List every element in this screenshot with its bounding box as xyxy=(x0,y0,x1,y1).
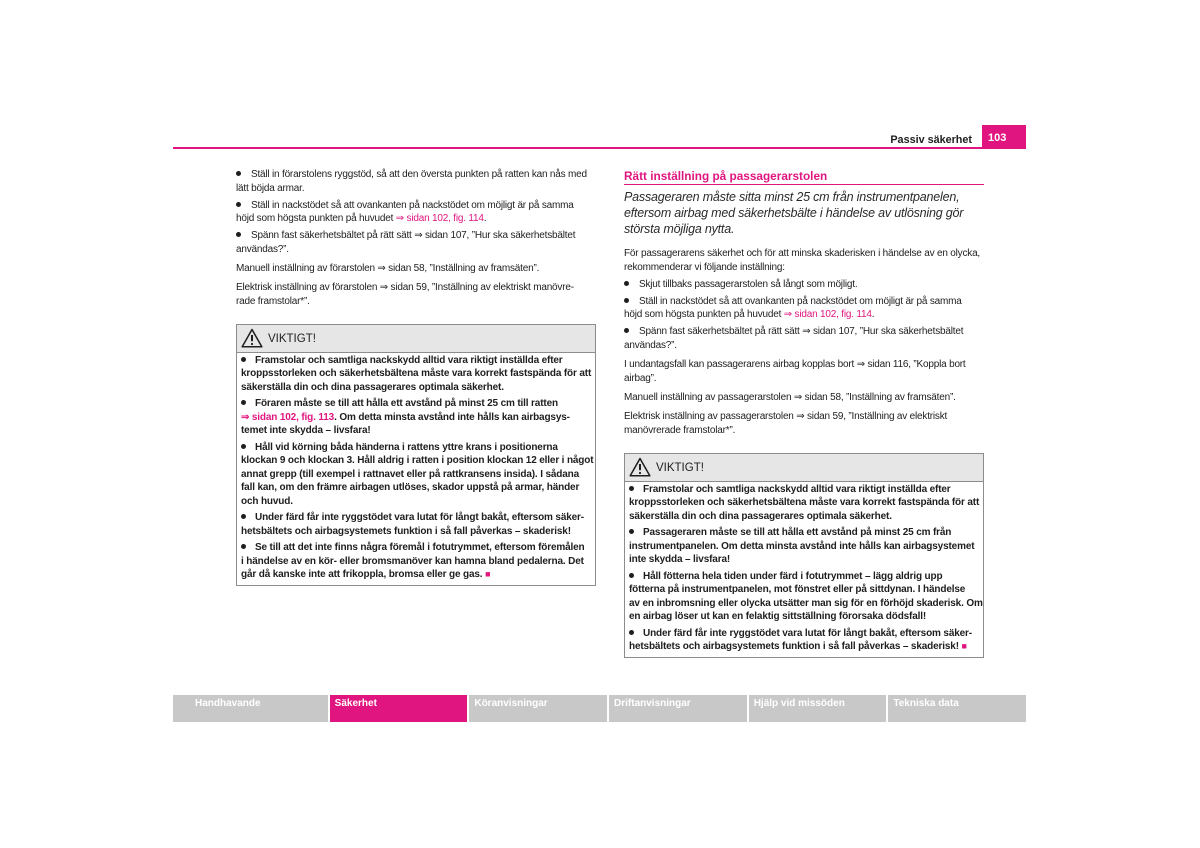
warning-box xyxy=(624,453,984,658)
text-line xyxy=(629,526,979,540)
bullet-item xyxy=(241,511,591,538)
paragraph xyxy=(624,410,984,437)
warning-triangle-icon xyxy=(629,457,651,477)
text-run: kroppsstorleken och säkerhetsbältena måste vara korrekt fastspända för att xyxy=(241,368,592,379)
cross-reference-link[interactable]: ⇒ sidan 102, fig. 114 xyxy=(395,213,484,225)
nav-tab-tekniska-data[interactable]: Tekniska data xyxy=(888,695,1026,722)
cross-reference-link[interactable]: ⇒ sidan 102, fig. 113 xyxy=(241,411,335,423)
text-run: lätt böjda armar. xyxy=(236,182,305,194)
text-line xyxy=(629,540,979,554)
bullet-icon xyxy=(241,514,246,519)
bullet-item xyxy=(241,354,591,395)
text-run: airbag”. xyxy=(624,372,657,384)
bullet-item xyxy=(236,229,596,256)
bullet-icon xyxy=(241,357,246,362)
warning-body xyxy=(237,353,595,585)
text-run: Elektrisk inställning av passagerarstolen ⇒ sidan 59, ”Inställning av elektriskt xyxy=(624,410,948,422)
text-run: temet inte skydda – livsfara! xyxy=(241,425,371,436)
warning-header xyxy=(237,325,595,353)
text-line xyxy=(629,610,979,624)
text-run: Passageraren måste se till att hålla ett avstånd på minst 25 cm från xyxy=(643,527,952,538)
cross-reference-link[interactable]: ⇒ sidan 102, fig. 114 xyxy=(783,309,872,321)
nav-tab-driftanvisningar[interactable]: Driftanvisningar xyxy=(609,695,747,722)
bullet-item xyxy=(629,526,979,567)
bullet-item xyxy=(629,483,979,524)
paragraph xyxy=(624,358,984,385)
warning-exclamation-dot xyxy=(639,472,641,474)
text-line xyxy=(236,199,596,213)
nav-tab-hjalp-vid-missoden[interactable]: Hjälp vid missöden xyxy=(749,695,887,722)
text-line xyxy=(629,640,979,654)
bullet-icon xyxy=(241,444,246,449)
text-line xyxy=(241,441,591,455)
text-run: Håll fötterna hela tiden under färd i fotutrymmet – lägg aldrig upp xyxy=(643,570,943,582)
text-run: inte skydda – livsfara! xyxy=(629,554,731,565)
bullet-item xyxy=(236,168,596,195)
text-line xyxy=(241,354,591,368)
text-run: fall kan, om den främre airbagen utlöses, skador uppstå på armar, händer xyxy=(241,482,580,493)
bullet-icon xyxy=(241,400,246,405)
bullet-item xyxy=(629,570,983,624)
text-run: i händelse av en kör- eller bromsmanöver kan hamna bland pedalerna. Det xyxy=(241,555,584,567)
text-line xyxy=(624,410,984,424)
text-line xyxy=(236,262,596,276)
text-line xyxy=(624,189,984,205)
text-run: fötterna på instrumentpanelen, mot fönstret eller på sittdynan. I händelse xyxy=(629,584,966,595)
warning-title: VIKTIGT! xyxy=(268,333,316,345)
intro-text xyxy=(624,189,984,237)
text-line xyxy=(629,496,979,510)
text-line xyxy=(241,481,591,495)
text-run: Framstolar och samtliga nackskydd alltid vara riktigt inställda efter xyxy=(643,483,951,495)
paragraph xyxy=(624,247,984,274)
warning-header xyxy=(625,454,983,482)
bullet-icon xyxy=(624,281,629,286)
end-of-section-marker: ■ xyxy=(961,641,967,651)
bullet-icon xyxy=(629,486,634,491)
text-line xyxy=(624,261,984,275)
text-line xyxy=(624,391,984,405)
paragraph xyxy=(236,281,596,308)
bullet-icon xyxy=(236,171,241,176)
text-run: användas?”. xyxy=(236,243,289,255)
text-run: säkerställa din och dina passagerares optimala säkerhet. xyxy=(241,381,504,393)
paragraph xyxy=(624,391,984,405)
text-line xyxy=(236,281,596,295)
text-run: . xyxy=(483,213,487,225)
bullet-item xyxy=(624,295,984,322)
bullet-item xyxy=(241,541,591,582)
warning-box xyxy=(236,324,596,586)
nav-tab-koranvisningar[interactable]: Köranvisningar xyxy=(469,695,607,722)
text-line xyxy=(624,358,984,372)
text-line xyxy=(624,247,984,261)
text-line xyxy=(236,295,596,309)
section-heading: Rätt inställning på passagerarstolen xyxy=(624,168,984,185)
bullet-icon xyxy=(241,544,246,549)
text-line xyxy=(241,424,591,438)
text-run: Under färd får inte ryggstödet vara lutat för långt bakåt, eftersom säker- xyxy=(643,627,972,639)
left-column-text xyxy=(236,168,596,308)
text-run: Se till att det inte finns några föremål i fotutrymmet, eftersom föremålen xyxy=(255,542,585,553)
text-line xyxy=(241,511,591,525)
warning-title: VIKTIGT! xyxy=(656,462,704,474)
bullet-icon xyxy=(624,298,629,303)
text-run: höjd som högsta punkten på huvudet xyxy=(236,213,396,225)
warning-body xyxy=(625,482,983,657)
text-run: Håll vid körning båda händerna i rattens yttre krans i positionerna xyxy=(255,441,558,453)
text-line xyxy=(624,308,984,322)
text-line xyxy=(241,468,591,482)
bullet-icon xyxy=(236,202,241,207)
text-run: hetsbältets och airbagsystemets funktion i så fall påverkas – skaderisk! xyxy=(629,641,962,652)
text-line xyxy=(624,339,984,353)
text-line xyxy=(236,168,596,182)
text-run: I undantagsfall kan passagerarens airbag kopplas bort ⇒ sidan 116, ”Koppla bort xyxy=(624,359,966,371)
bullet-item xyxy=(241,397,591,438)
text-line xyxy=(241,555,591,569)
text-run: För passagerarens säkerhet och för att minska skaderisken i händelse av en olycka, xyxy=(624,248,981,259)
bullet-icon xyxy=(624,328,629,333)
text-run: Ställ in nackstödet så att ovankanten på nackstödet om möjligt är på samma xyxy=(639,295,962,307)
text-line xyxy=(624,372,984,386)
section-title: Passiv säkerhet xyxy=(890,134,972,146)
text-run: Ställ in förarstolens ryggstöd, så att den översta punkten på ratten kan nås med xyxy=(251,169,587,180)
text-run: Skjut tillbaks passagerarstolen så långt som möjligt. xyxy=(639,278,858,290)
text-run: Spänn fast säkerhetsbältet på rätt sätt ⇒ sidan 107, ”Hur ska säkerhetsbältet xyxy=(639,326,964,338)
text-run: Spänn fast säkerhetsbältet på rätt sätt ⇒ sidan 107, ”Hur ska säkerhetsbältet xyxy=(251,230,576,242)
text-line xyxy=(241,454,594,468)
text-line xyxy=(241,495,591,509)
text-line xyxy=(241,568,591,582)
text-line xyxy=(629,483,979,497)
text-run: kroppsstorleken och säkerhetsbältena måste vara korrekt fastspända för att xyxy=(629,497,980,508)
text-line xyxy=(629,597,983,611)
paragraph xyxy=(624,189,984,237)
text-line xyxy=(624,424,984,438)
text-run: rekommenderar vi följande inställning: xyxy=(624,261,785,273)
chapter-nav xyxy=(173,695,1026,722)
bullet-item xyxy=(624,325,984,352)
text-run: annat grepp (till exempel i rattnavet eller på rattkransens insida). I sådana xyxy=(241,468,580,480)
bullet-icon xyxy=(629,529,634,534)
nav-tab-sakerhet[interactable]: Säkerhet xyxy=(330,695,468,722)
text-line xyxy=(629,553,979,567)
text-line xyxy=(241,397,591,411)
text-run: . Om detta minsta avstånd inte hålls kan airbagsys- xyxy=(334,411,570,423)
text-line xyxy=(624,325,984,339)
bullet-icon xyxy=(236,232,241,237)
text-run: eftersom airbag med säkerhetsbälte i händelse av utlösning gör xyxy=(624,206,964,220)
text-run: . xyxy=(871,309,875,321)
text-line xyxy=(624,278,984,292)
right-column-text xyxy=(624,247,984,437)
header-rule xyxy=(173,147,1026,149)
text-run: användas?”. xyxy=(624,340,677,352)
text-line xyxy=(629,570,979,584)
text-line xyxy=(241,381,591,395)
text-line xyxy=(624,221,984,237)
text-run: och huvud. xyxy=(241,495,293,507)
text-run: största möjliga nytta. xyxy=(624,222,735,236)
page-number: 103 xyxy=(982,125,1026,149)
text-run: klockan 9 och klockan 3. Håll aldrig i ratten i position klockan 12 eller i något xyxy=(241,455,594,466)
text-line xyxy=(241,525,591,539)
text-run: rade framstolar*”. xyxy=(236,295,310,307)
text-line xyxy=(236,182,596,196)
bullet-icon xyxy=(629,573,634,578)
bullet-item xyxy=(241,441,594,509)
text-line xyxy=(629,583,979,597)
paragraph xyxy=(236,262,596,276)
text-run: Framstolar och samtliga nackskydd alltid vara riktigt inställda efter xyxy=(255,354,563,366)
text-run: Föraren måste se till att hålla ett avstånd på minst 25 cm till ratten xyxy=(255,398,558,409)
text-line xyxy=(624,205,984,221)
text-run: Elektrisk inställning av förarstolen ⇒ sidan 59, ”Inställning av elektriskt manövre- xyxy=(236,282,574,294)
text-run: hetsbältets och airbagsystemets funktion i så fall påverkas – skaderisk! xyxy=(241,525,571,537)
text-run: går då kanske inte att frikoppla, bromsa eller ge gas. xyxy=(241,569,486,580)
text-run: manövrerade framstolar*”. xyxy=(624,424,736,436)
warning-exclamation-dot xyxy=(251,343,253,345)
warning-triangle-icon xyxy=(241,328,263,348)
bullet-item xyxy=(624,278,984,292)
text-line xyxy=(629,627,979,641)
bullet-icon xyxy=(629,630,634,635)
text-run: av en inbromsning eller olycka utsätter man sig för en förhöjd skaderisk. Om xyxy=(629,597,983,609)
text-run: en airbag löser ut kan en felaktig sittställning förorsaka dödsfall! xyxy=(629,611,927,622)
text-run: Manuell inställning av förarstolen ⇒ sidan 58, ”Inställning av framsäten”. xyxy=(236,263,540,275)
text-run: instrumentpanelen. Om detta minsta avstånd inte hålls kan airbagsystemet xyxy=(629,540,975,552)
nav-tab-handhavande[interactable]: Handhavande xyxy=(173,695,328,722)
text-line xyxy=(629,510,979,524)
text-line xyxy=(241,367,591,381)
text-run: Manuell inställning av passagerarstolen ⇒ sidan 58, ”Inställning av framsäten”. xyxy=(624,391,956,403)
text-run: Ställ in nackstödet så att ovankanten på nackstödet om möjligt är på samma xyxy=(251,199,574,211)
text-run: säkerställa din och dina passagerares optimala säkerhet. xyxy=(629,510,892,522)
bullet-item xyxy=(629,627,979,654)
end-of-section-marker: ■ xyxy=(485,569,491,579)
text-line xyxy=(624,295,984,309)
text-run: höjd som högsta punkten på huvudet xyxy=(624,309,784,321)
text-line xyxy=(236,243,596,257)
text-run: Under färd får inte ryggstödet vara lutat för långt bakåt, eftersom säker- xyxy=(255,512,584,523)
text-line xyxy=(236,229,596,243)
text-line xyxy=(236,212,596,226)
text-line xyxy=(241,541,591,555)
text-line xyxy=(241,411,591,425)
text-run: Passageraren måste sitta minst 25 cm från instrumentpanelen, xyxy=(624,190,960,204)
bullet-item xyxy=(236,199,596,226)
